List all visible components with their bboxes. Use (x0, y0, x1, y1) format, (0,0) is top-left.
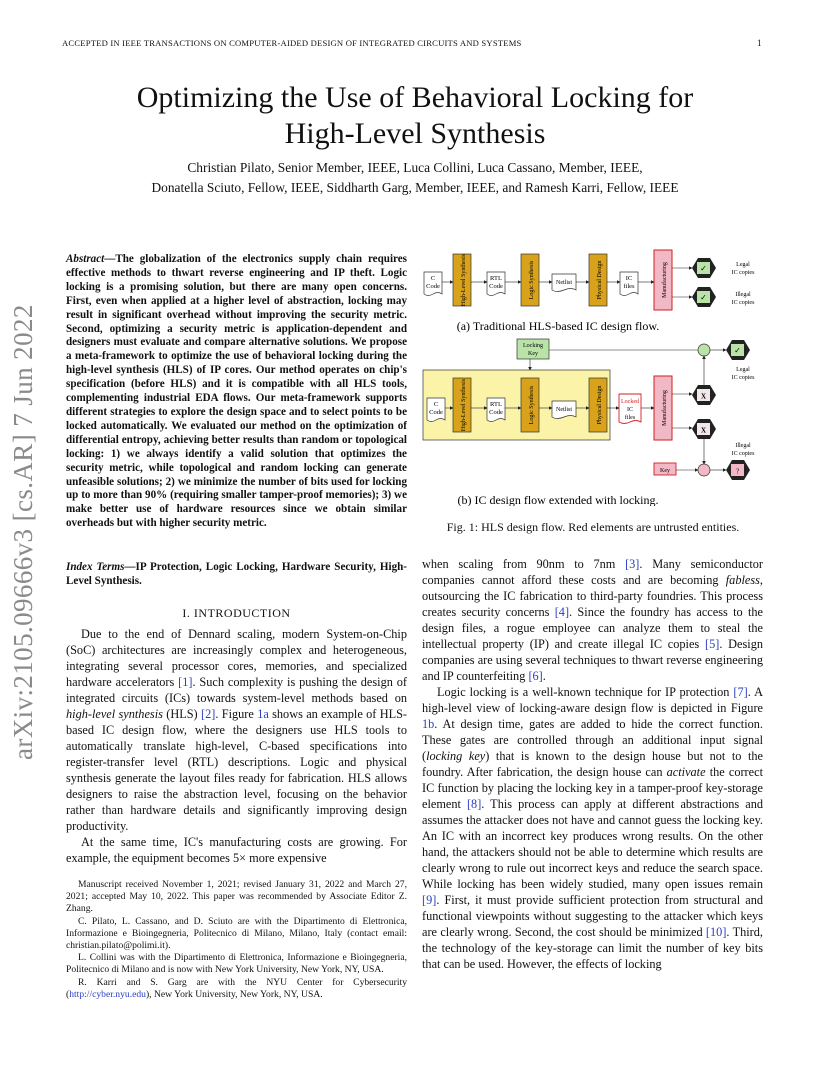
footnote: Manuscript received November 1, 2021; revised January 31, 2022 and March 27, 2021; accepted May 10, 2022. This paper was recommended by Associate Editor Z. Zhang. (66, 879, 407, 915)
figure-link[interactable]: 1b (422, 717, 435, 731)
svg-text:X: X (700, 392, 707, 401)
figure-link[interactable]: 1a (257, 707, 269, 721)
svg-text:✓: ✓ (700, 264, 707, 273)
abstract-text: —The globalization of the electronics supply chain requires effective methods to thwart reverse engineering and IP theft. Logic locking is a promising solution, but there are many open concerns. First, even when applied at a higher level of abstraction, locking may result in significant overhead without improving the security metric. Second, optimizing a security metric is application-dependent and designers must evaluate and compare alternative solutions. We propose a meta-framework to optimize the use of behavioral locking during the high-level synthesis (HLS) of IP cores. Our method operates on chip's specification (before HLS) and it is compatible with all HLS tools, complementing industrial EDA flows. Our meta-framework supports different strategies to explore the design space and to select points to be locked automatically. We evaluated our method on the optimization of differential entropy, achieving better results than random or topological locking: 1) we always identify a valid solution that optimizes the security metric, while topological and random locking can generate unfeasible solutions; 2) we minimize the number of bits used for locking up to more than 90% (requiring smaller tamper-proof memories); 3) we make better use of hardware resources since we obtain similar overheads but with higher security metric. (66, 253, 407, 530)
footnote: R. Karri and S. Garg are with the NYU Center for Cybersecurity (http://cyber.nyu.edu), New York University, New York, NY, USA. (66, 976, 407, 1000)
svg-text:Logic Synthesis: Logic Synthesis (529, 260, 535, 300)
intro-right-column (422, 556, 763, 972)
svg-text:IC: IC (625, 275, 633, 282)
svg-text:Netlist: Netlist (556, 407, 572, 413)
footnotes (66, 879, 407, 1001)
citation-link[interactable]: [4] (554, 605, 570, 619)
citation-link[interactable]: [3] (625, 557, 640, 571)
intro-paragraph-2: At the same time, IC's manufacturing costs are growing. For example, the equipment becomes 5× more expensive (66, 835, 407, 865)
citation-link[interactable]: [2] (201, 707, 216, 721)
figure-caption: Fig. 1: HLS design flow. Red elements are untrusted entities. (446, 520, 740, 534)
caption-b: (b) IC design flow extended with locking. (457, 493, 659, 506)
arxiv-identifier: arXiv:2105.09666v3 [cs.AR] 7 Jun 2022 (8, 304, 38, 760)
svg-text:Manufacturing: Manufacturing (662, 390, 668, 426)
section-heading-introduction: I. INTRODUCTION (182, 606, 291, 620)
authors-line-1: Christian Pilato, Senior Member, IEEE, Luca Collini, Luca Cassano, Member, IEEE, (187, 160, 643, 175)
authors-line-2: Donatella Sciuto, Fellow, IEEE, Siddharth Garg, Member, IEEE, and Ramesh Karri, Fellow, IEEE (151, 180, 679, 195)
right-paragraph-1: when scaling from 90nm to 7nm [3]. Many semiconductor companies cannot afford these costs and are becoming fabless, outsourcing the IC fabrication to third-party foundries. This process creates security concerns [4]. Since the foundry has access to the design files, a rogue employee can analyze them to steal the intellectual property (IP) and create illegal IC copies [5]. Design companies are using several techniques to thwart reverse engineering and IP counterfeiting [6]. (422, 557, 763, 683)
design-house-region (423, 370, 610, 440)
svg-text:Netlist: Netlist (556, 280, 572, 286)
author-list (60, 158, 770, 198)
svg-text:IC copies: IC copies (731, 451, 755, 457)
citation-link[interactable]: [1] (178, 675, 193, 689)
svg-text:IC copies: IC copies (731, 300, 755, 306)
figure-1 (420, 246, 770, 506)
svg-text:Locking: Locking (523, 343, 543, 349)
svg-text:Key: Key (660, 468, 670, 474)
unlock-merge-legal (698, 344, 710, 356)
label-hls: High-Level Synthesis (461, 253, 467, 307)
abstract (66, 253, 407, 531)
svg-text:files: files (624, 415, 636, 421)
citation-link[interactable]: [7] (733, 685, 748, 699)
svg-text:Illegal: Illegal (735, 292, 751, 298)
svg-text:Illegal: Illegal (735, 443, 751, 449)
svg-text:Manufacturing: Manufacturing (662, 262, 668, 298)
title-line-2: High-Level Synthesis (284, 117, 546, 150)
svg-text:C: C (433, 401, 439, 408)
citation-link[interactable]: [5] (704, 637, 720, 651)
svg-text:High-Level Synthesis: High-Level Synthesis (461, 378, 467, 432)
citation-link[interactable]: [8] (466, 797, 482, 811)
url-link[interactable]: http://cyber.nyu.edu (69, 988, 146, 1000)
title-line-1: Optimizing the Use of Behavioral Locking for (136, 81, 694, 114)
svg-text:IC copies: IC copies (731, 270, 755, 276)
svg-text:IC copies: IC copies (731, 375, 755, 381)
svg-text:X: X (700, 426, 707, 435)
label-c: C (430, 275, 436, 282)
svg-text:Code: Code (489, 409, 503, 416)
svg-text:Locked: Locked (621, 399, 639, 405)
caption-a: (a) Traditional HLS-based IC design flow. (456, 319, 660, 333)
citation-link[interactable]: [10] (705, 925, 727, 939)
flow-b (423, 339, 755, 480)
svg-text:IC: IC (627, 407, 633, 413)
arxiv-sidebar (0, 0, 60, 1072)
unlock-merge-illegal (698, 464, 710, 476)
svg-text:✓: ✓ (700, 293, 707, 302)
svg-text:Legal: Legal (736, 262, 750, 268)
abstract-label: Abstract (66, 253, 105, 265)
footnote: L. Collini was with the Dipartimento di Elettronica, Informazione e Bioingegneria, Politecnico di Milano and is now with New York University, New York, NY, USA. (66, 952, 407, 976)
page-number: 1 (757, 38, 762, 48)
index-terms-label: Index Terms (66, 561, 125, 573)
intro-paragraph-1: Due to the end of Dennard scaling, modern System-on-Chip (SoC) architectures are increasingly complex and heterogeneous, integrating several processor cores, memories, and specialized hardware accelerators [1]. Such complexity is pushing the design of integrated circuits (ICs) towards system-level methods based on high-level synthesis (HLS) [2]. Figure 1a shows an example of HLS-based IC design flow, where the designers use HLS tools to automatically translate high-level, C-based specifications into register-transfer level (RTL) descriptions. Logic and physical synthesis generate the layout files ready for fabrication. HLS allows designers to raise the abstraction level, focusing on the behavior rather than hardware details and significantly improving design productivity. (66, 627, 408, 833)
paper-title (60, 80, 770, 152)
svg-text:Physical Design: Physical Design (597, 385, 603, 425)
footnote: C. Pilato, L. Cassano, and D. Sciuto are with the Dipartimento di Elettronica, Informazione e Bioingegneria, Politecnico di Milano, Milano, Italy (contact email: christian.pilato@polimi.it). (66, 915, 407, 952)
citation-link[interactable]: [6] (528, 669, 543, 683)
svg-text:Legal: Legal (736, 367, 750, 373)
running-head: ACCEPTED IN IEEE TRANSACTIONS ON COMPUTER-AIDED DESIGN OF INTEGRATED CIRCUITS AND SYSTEMS (62, 38, 522, 48)
svg-text:files: files (623, 283, 635, 290)
svg-text:Code: Code (429, 409, 443, 416)
svg-text:Code: Code (489, 283, 503, 290)
svg-text:Physical Design: Physical Design (597, 260, 603, 300)
svg-text:Key: Key (528, 351, 538, 357)
svg-text:✓: ✓ (734, 346, 741, 355)
svg-text:RTL: RTL (490, 401, 502, 408)
label-code: Code (426, 283, 440, 290)
intro-left-column (66, 626, 407, 866)
svg-text:?: ? (735, 467, 740, 476)
svg-text:RTL: RTL (490, 275, 502, 282)
citation-link[interactable]: [9] (422, 893, 437, 907)
index-terms-text: —IP Protection, Logic Locking, Hardware Security, High-Level Synthesis. (66, 561, 407, 587)
svg-text:Logic Synthesis: Logic Synthesis (529, 385, 535, 425)
index-terms (66, 561, 407, 589)
right-paragraph-2: Logic locking is a well-known technique for IP protection [7]. A high-level view of locking-aware design flow is depicted in Figure 1b. At design time, gates are added to hide the correct function. These gates are controlled through an additional input signal (locking key) that is known to the design house but not to the foundry. After fabrication, the design house can activate the correct IC function by placing the locking key in a tamper-proof key-storage element [8]. This process can apply at different abstractions and assumes the attacker does not have and cannot guess the locking key. An IC with an incorrect key produces wrong results. On the other hand, the attackers should not be able to determine which results are clearly wrong to rule out incorrect keys and reduce the search space. While locking has been widely studied, many open issues remain [9]. First, it must provide sufficient protection from structural and functional viewpoints without suggesting to the attacker which keys are clearly wrong. Second, the cost should be minimized [10]. Third, the technology of the key-storage can limit the number of key bits that can be used. However, the effects of locking (422, 685, 763, 971)
flow-a (424, 250, 755, 310)
